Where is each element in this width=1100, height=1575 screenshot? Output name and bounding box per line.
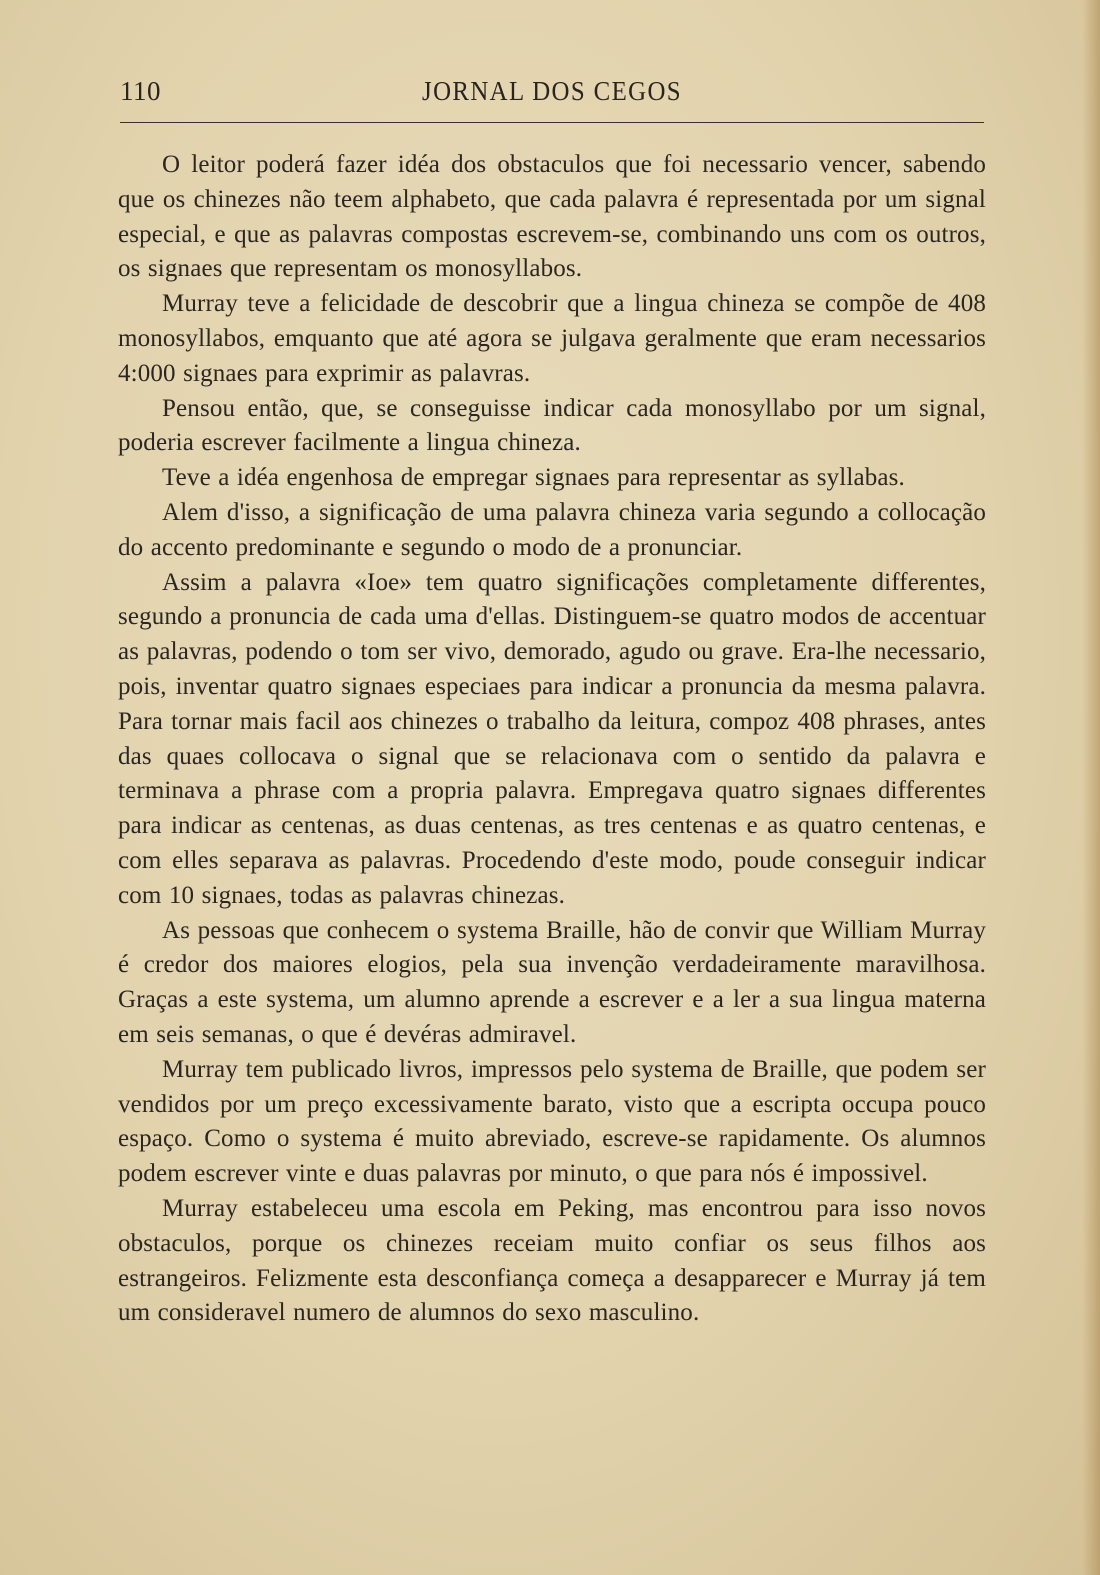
paragraph: Murray tem publicado livros, impressos pelo systema de Braille, que podem ser vendidos por um preço excessivamente barato, visto que a escripta occupa pouco espaço. Como o systema é muito abreviado, escreve-se rapidamente. Os alumnos podem escrever vinte e duas palavras por minuto, o que para nós é impossivel.: [118, 1055, 986, 1188]
running-title: JORNAL DOS CEGOS: [422, 76, 682, 106]
body-text: [118, 148, 986, 1331]
page-number: 110: [120, 76, 161, 106]
paragraph: Pensou então, que, se conseguisse indicar cada monosyllabo por um signal, poderia escrever facilmente a lingua chineza.: [118, 394, 986, 457]
paragraph: Alem d'isso, a significação de uma palavra chineza varia segundo a collocação do accento predominante e segundo o modo de a pronunciar.: [118, 498, 986, 561]
paragraph: Assim a palavra «Ioe» tem quatro significações completamente differentes, segundo a pronuncia de cada uma d'ellas. Distinguem-se quatro modos de accentuar as palavras, podendo o tom ser vivo, demorado, agudo ou grave. Era-lhe necessario, pois, inventar quatro signaes especiaes para indicar a pronuncia da mesma palavra. Para tornar mais facil aos chinezes o trabalho da leitura, compoz 408 phrases, antes das quaes collocava o signal que se relacionava com o sentido da palavra e terminava a phrase com a propria palavra. Empregava quatro signaes differentes para indicar as centenas, as duas centenas, as tres centenas e as quatro centenas, e com elles separava as palavras. Procedendo d'este modo, poude conseguir indicar com 10 signaes, todas as palavras chinezas.: [118, 568, 986, 909]
paragraph: Murray estabeleceu uma escola em Peking, mas encontrou para isso novos obstaculos, porque os chinezes receiam muito confiar os seus filhos aos estrangeiros. Felizmente esta desconfiança começa a desapparecer e Murray já tem um consideravel numero de alumnos do sexo masculino.: [118, 1194, 986, 1327]
paragraph: Murray teve a felicidade de descobrir que a lingua chineza se compõe de 408 monosyllabos, emquanto que até agora se julgava geralmente que eram necessarios 4:000 signaes para exprimir as palavras.: [118, 290, 986, 387]
paragraph: As pessoas que conhecem o systema Braille, hão de convir que William Murray é credor dos maiores elogios, pela sua invenção verdadeiramente maravilhosa. Graças a este systema, um alumno aprende a escrever e a ler a sua lingua materna em seis semanas, o que é devéras admiravel.: [118, 916, 986, 1048]
page-edge-shadow: [1082, 0, 1100, 1575]
paragraph: O leitor poderá fazer idéa dos obstaculos que foi necessario vencer, sabendo que os chinezes não teem alphabeto, que cada palavra é representada por um signal especial, e que as palavras compostas escrevem-se, combinando uns com os outros, os signaes que representam os monosyllabos.: [118, 151, 986, 283]
paragraph: Teve a idéa engenhosa de empregar signaes para representar as syllabas.: [162, 464, 905, 492]
running-header: [120, 72, 984, 116]
header-rule: [120, 122, 984, 123]
